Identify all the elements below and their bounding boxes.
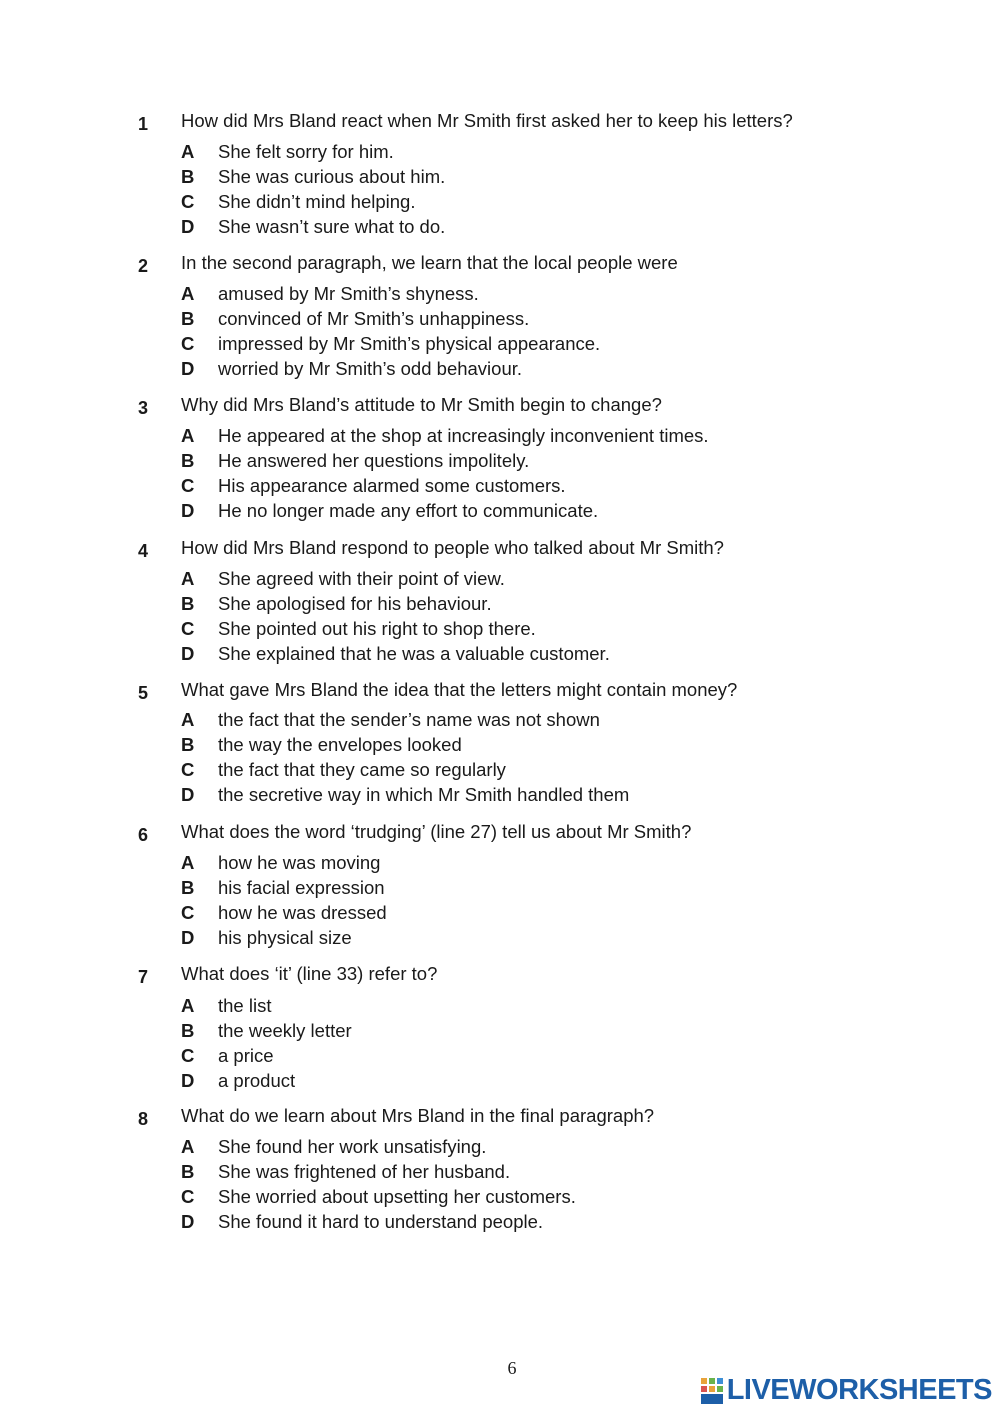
- option-a[interactable]: [181, 283, 479, 305]
- question-number: 5: [138, 683, 149, 703]
- option-a[interactable]: [181, 425, 709, 447]
- option-text: the list: [218, 995, 272, 1016]
- option-letter: A: [181, 425, 195, 446]
- option-d[interactable]: [181, 500, 598, 522]
- option-letter: A: [181, 141, 195, 162]
- option-letter: C: [181, 1045, 195, 1066]
- liveworksheets-logo: [701, 1374, 992, 1407]
- option-letter: A: [181, 709, 195, 730]
- option-text: worried by Mr Smith’s odd behaviour.: [218, 358, 523, 379]
- option-c[interactable]: [181, 475, 566, 497]
- option-b[interactable]: [181, 877, 385, 899]
- option-d[interactable]: [181, 1070, 295, 1092]
- option-letter: C: [181, 333, 195, 354]
- option-text: He no longer made any effort to communicate.: [218, 500, 599, 521]
- question-text: How did Mrs Bland react when Mr Smith first asked her to keep his letters?: [181, 110, 793, 131]
- option-letter: B: [181, 734, 195, 755]
- option-text: how he was moving: [218, 852, 381, 873]
- option-text: She wasn’t sure what to do.: [218, 216, 446, 237]
- option-text: She worried about upsetting her customers.: [218, 1186, 576, 1207]
- option-letter: D: [181, 927, 195, 948]
- option-text: She apologised for his behaviour.: [218, 593, 492, 614]
- option-d[interactable]: [181, 358, 522, 380]
- option-letter: D: [181, 358, 195, 379]
- option-text: She explained that he was a valuable customer.: [218, 643, 610, 664]
- liveworksheets-logo-icon: [701, 1378, 723, 1404]
- option-letter: D: [181, 1070, 195, 1091]
- option-a[interactable]: [181, 141, 394, 163]
- option-text: his facial expression: [218, 877, 385, 898]
- question-text: Why did Mrs Bland’s attitude to Mr Smith begin to change?: [181, 394, 662, 415]
- option-letter: B: [181, 450, 195, 471]
- option-letter: B: [181, 166, 195, 187]
- option-text: impressed by Mr Smith’s physical appearance.: [218, 333, 601, 354]
- question-text: What do we learn about Mrs Bland in the final paragraph?: [181, 1105, 655, 1126]
- page-number: 6: [507, 1358, 517, 1378]
- option-a[interactable]: [181, 852, 380, 874]
- option-text: convinced of Mr Smith’s unhappiness.: [218, 308, 530, 329]
- option-text: how he was dressed: [218, 902, 387, 923]
- question-number: 6: [138, 825, 149, 845]
- option-text: He answered her questions impolitely.: [218, 450, 530, 471]
- option-letter: D: [181, 216, 195, 237]
- option-d[interactable]: [181, 643, 610, 665]
- option-d[interactable]: [181, 927, 352, 949]
- option-text: She found it hard to understand people.: [218, 1211, 544, 1232]
- option-b[interactable]: [181, 166, 445, 188]
- option-letter: C: [181, 191, 195, 212]
- option-b[interactable]: [181, 450, 529, 472]
- option-text: She pointed out his right to shop there.: [218, 618, 536, 639]
- option-d[interactable]: [181, 216, 445, 238]
- option-text: the way the envelopes looked: [218, 734, 462, 755]
- option-c[interactable]: [181, 618, 536, 640]
- option-letter: A: [181, 568, 195, 589]
- logo-text: LIVEWORKSHEETS: [726, 1374, 992, 1406]
- option-letter: A: [181, 852, 195, 873]
- question-number: 8: [138, 1109, 149, 1129]
- option-letter: B: [181, 1161, 195, 1182]
- option-letter: B: [181, 1020, 195, 1041]
- option-text: his physical size: [218, 927, 352, 948]
- option-letter: A: [181, 283, 195, 304]
- option-b[interactable]: [181, 593, 492, 615]
- question-number: 2: [138, 256, 149, 276]
- option-letter: B: [181, 877, 195, 898]
- option-letter: A: [181, 1136, 195, 1157]
- option-c[interactable]: [181, 1186, 576, 1208]
- question-text: What gave Mrs Bland the idea that the letters might contain money?: [181, 679, 738, 700]
- option-letter: B: [181, 593, 195, 614]
- question-number: 7: [138, 967, 149, 987]
- option-text: a product: [218, 1070, 296, 1091]
- option-letter: C: [181, 759, 195, 780]
- option-text: a price: [218, 1045, 274, 1066]
- option-letter: D: [181, 784, 195, 805]
- option-c[interactable]: [181, 333, 600, 355]
- option-c[interactable]: [181, 1045, 274, 1067]
- option-text: She agreed with their point of view.: [218, 568, 505, 589]
- option-letter: D: [181, 500, 195, 521]
- question-text: What does ‘it’ (line 33) refer to?: [181, 963, 438, 984]
- option-b[interactable]: [181, 1161, 510, 1183]
- option-d[interactable]: [181, 784, 629, 806]
- option-letter: D: [181, 1211, 195, 1232]
- option-text: He appeared at the shop at increasingly inconvenient times.: [218, 425, 709, 446]
- option-text: She was frightened of her husband.: [218, 1161, 511, 1182]
- option-letter: C: [181, 1186, 195, 1207]
- option-a[interactable]: [181, 709, 600, 731]
- option-c[interactable]: [181, 759, 506, 781]
- option-text: She found her work unsatisfying.: [218, 1136, 487, 1157]
- option-letter: B: [181, 308, 195, 329]
- option-text: She didn’t mind helping.: [218, 191, 416, 212]
- option-b[interactable]: [181, 734, 462, 756]
- option-c[interactable]: [181, 191, 415, 213]
- option-b[interactable]: [181, 1020, 352, 1042]
- option-text: the fact that the sender’s name was not shown: [218, 709, 600, 730]
- option-b[interactable]: [181, 308, 529, 330]
- option-a[interactable]: [181, 995, 271, 1017]
- option-letter: A: [181, 995, 195, 1016]
- option-text: His appearance alarmed some customers.: [218, 475, 566, 496]
- option-letter: C: [181, 475, 195, 496]
- option-text: She was curious about him.: [218, 166, 446, 187]
- option-c[interactable]: [181, 902, 387, 924]
- option-d[interactable]: [181, 1211, 543, 1233]
- option-letter: C: [181, 902, 195, 923]
- option-text: amused by Mr Smith’s shyness.: [218, 283, 479, 304]
- option-text: She felt sorry for him.: [218, 141, 394, 162]
- question-number: 3: [138, 398, 149, 418]
- question-text: What does the word ‘trudging’ (line 27) tell us about Mr Smith?: [181, 821, 692, 842]
- option-a[interactable]: [181, 1136, 486, 1158]
- question-number: 4: [138, 541, 149, 561]
- question-text: In the second paragraph, we learn that the local people were: [181, 252, 678, 273]
- question-number: 1: [138, 114, 149, 134]
- option-letter: D: [181, 643, 195, 664]
- option-text: the weekly letter: [218, 1020, 352, 1041]
- question-text: How did Mrs Bland respond to people who talked about Mr Smith?: [181, 537, 724, 558]
- option-a[interactable]: [181, 568, 505, 590]
- option-text: the fact that they came so regularly: [218, 759, 506, 780]
- option-text: the secretive way in which Mr Smith handled them: [218, 784, 630, 805]
- option-letter: C: [181, 618, 195, 639]
